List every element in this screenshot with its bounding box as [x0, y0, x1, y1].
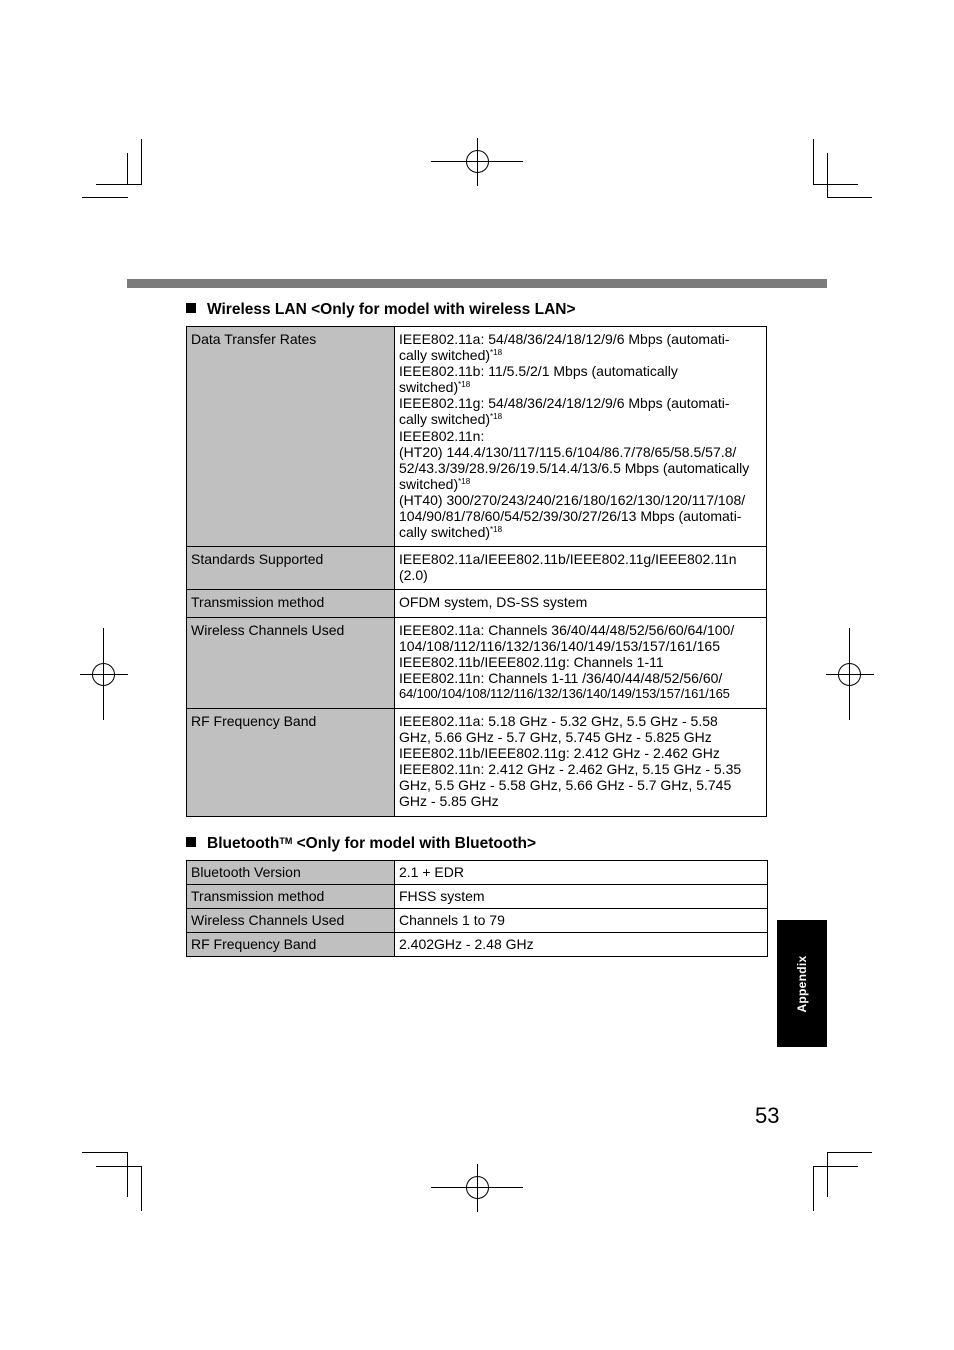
appendix-side-tab: Appendix [777, 920, 827, 1047]
spec-value [395, 617, 767, 708]
spec-key: Transmission method [187, 885, 395, 909]
registration-mark-right [826, 628, 874, 720]
wireless-lan-heading: Wireless LAN <Only for model with wireless LAN> [186, 301, 576, 319]
spec-value-line [399, 508, 762, 524]
spec-key: RF Frequency Band [187, 708, 395, 816]
spec-key: Wireless Channels Used [187, 909, 395, 933]
spec-value-line [399, 460, 762, 476]
line-text: IEEE802.11g: 54/48/36/24/18/12/9/6 Mbps (automati- [399, 395, 730, 412]
registration-mark-bottom [431, 1164, 523, 1212]
line-text: IEEE802.11n: 2.412 GHz - 2.462 GHz, 5.15 GHz - 5.35 [399, 761, 742, 778]
table-row [187, 590, 767, 617]
table-row [187, 885, 768, 909]
table-row [187, 909, 768, 933]
line-text: OFDM system, DS-SS system [399, 594, 588, 611]
line-text: cally switched) [399, 411, 491, 428]
spec-value-line [399, 395, 762, 411]
line-text: 104/90/81/78/60/54/52/39/30/27/26/13 Mbps (automati- [399, 508, 742, 525]
footnote-ref: *18 [458, 380, 471, 390]
registration-mark-top [431, 138, 523, 186]
spec-value: Channels 1 to 79 [395, 909, 768, 933]
spec-key: Wireless Channels Used [187, 617, 395, 708]
line-text: GHz - 5.85 GHz [399, 793, 499, 810]
spec-value-line [399, 761, 762, 777]
bullet-square-icon [186, 837, 196, 847]
table-row [187, 861, 768, 885]
footnote-ref: *18 [458, 476, 471, 486]
line-text: (HT20) 144.4/130/117/115.6/104/86.7/78/65/58.5/57.8/ [399, 443, 737, 460]
line-text: cally switched) [399, 347, 491, 364]
line-text: IEEE802.11n: [399, 427, 485, 444]
spec-value-line [399, 331, 762, 347]
page-number: 53 [755, 1103, 780, 1128]
line-text: IEEE802.11n: Channels 1-11 /36/40/44/48/52/56/60/ [399, 669, 723, 686]
spec-value-line [399, 347, 762, 363]
spec-value-line [399, 379, 762, 395]
line-text: IEEE802.11b: 11/5.5/2/1 Mbps (automatically [399, 363, 678, 380]
line-text: (2.0) [399, 567, 428, 584]
spec-value-line [399, 551, 762, 567]
footnote-ref: *18 [490, 412, 503, 422]
wireless-lan-spec-table [186, 326, 767, 817]
line-text: IEEE802.11b/IEEE802.11g: Channels 1-11 [399, 653, 664, 670]
spec-value-line [399, 567, 762, 583]
spec-value-line [399, 638, 762, 654]
spec-value-line [399, 729, 762, 745]
spec-value-line [399, 363, 762, 379]
registration-mark-left [80, 628, 128, 720]
spec-value: 2.1 + EDR [395, 861, 768, 885]
table-row [187, 547, 767, 590]
spec-key: Standards Supported [187, 547, 395, 590]
line-text: GHz, 5.66 GHz - 5.7 GHz, 5.745 GHz - 5.825 GHz [399, 729, 712, 746]
spec-value [395, 327, 767, 547]
spec-key: Transmission method [187, 590, 395, 617]
line-text: 64/100/104/108/112/116/132/136/140/149/153/157/161/165 [399, 685, 730, 701]
spec-value-line [399, 713, 762, 729]
table-row [187, 708, 767, 816]
table-row [187, 933, 768, 957]
spec-key: Data Transfer Rates [187, 327, 395, 547]
spec-value-line [399, 622, 762, 638]
spec-value-line [399, 524, 762, 540]
line-text: 52/43.3/39/28.9/26/19.5/14.4/13/6.5 Mbps (automatically [399, 459, 750, 476]
bluetooth-heading: Bluetooth™ <Only for model with Bluetooth> [186, 835, 536, 853]
spec-value [395, 547, 767, 590]
bluetooth-spec-table [186, 860, 768, 957]
spec-key: RF Frequency Band [187, 933, 395, 957]
footnote-ref: *18 [490, 348, 503, 358]
spec-value [395, 708, 767, 816]
spec-value: 2.402GHz - 2.48 GHz [395, 933, 768, 957]
line-text: 104/108/112/116/132/136/140/149/153/157/161/165 [399, 637, 721, 654]
line-text: cally switched) [399, 524, 491, 541]
line-text: GHz, 5.5 GHz - 5.58 GHz, 5.66 GHz - 5.7 GHz, 5.745 [399, 777, 732, 794]
spec-value [395, 590, 767, 617]
spec-key: Bluetooth Version [187, 861, 395, 885]
spec-value-line [399, 594, 762, 610]
spec-value: FHSS system [395, 885, 768, 909]
header-bar [127, 279, 827, 288]
spec-value-line [399, 411, 762, 427]
bullet-square-icon [186, 303, 196, 313]
line-text: IEEE802.11a: 5.18 GHz - 5.32 GHz, 5.5 GHz - 5.58 [399, 712, 718, 729]
spec-value-line [399, 476, 762, 492]
spec-value-line [399, 777, 762, 793]
line-text: IEEE802.11a: 54/48/36/24/18/12/9/6 Mbps (automati- [399, 331, 730, 347]
footnote-ref: *18 [490, 525, 503, 535]
line-text: (HT40) 300/270/243/240/216/180/162/130/120/117/108/ [399, 491, 746, 508]
spec-value-line [399, 793, 762, 809]
spec-value-line [399, 444, 762, 460]
spec-value-line [399, 654, 762, 670]
line-text: IEEE802.11b/IEEE802.11g: 2.412 GHz - 2.462 GHz [399, 745, 720, 762]
spec-value-line [399, 686, 762, 702]
spec-value-line [399, 428, 762, 444]
spec-value-line [399, 745, 762, 761]
line-text: switched) [399, 379, 459, 396]
table-row [187, 617, 767, 708]
table-row [187, 327, 767, 547]
spec-value-line [399, 492, 762, 508]
line-text: IEEE802.11a: Channels 36/40/44/48/52/56/60/64/100/ [399, 621, 735, 638]
line-text: switched) [399, 475, 459, 492]
line-text: IEEE802.11a/IEEE802.11b/IEEE802.11g/IEEE802.11n [399, 551, 737, 568]
spec-value-line [399, 670, 762, 686]
